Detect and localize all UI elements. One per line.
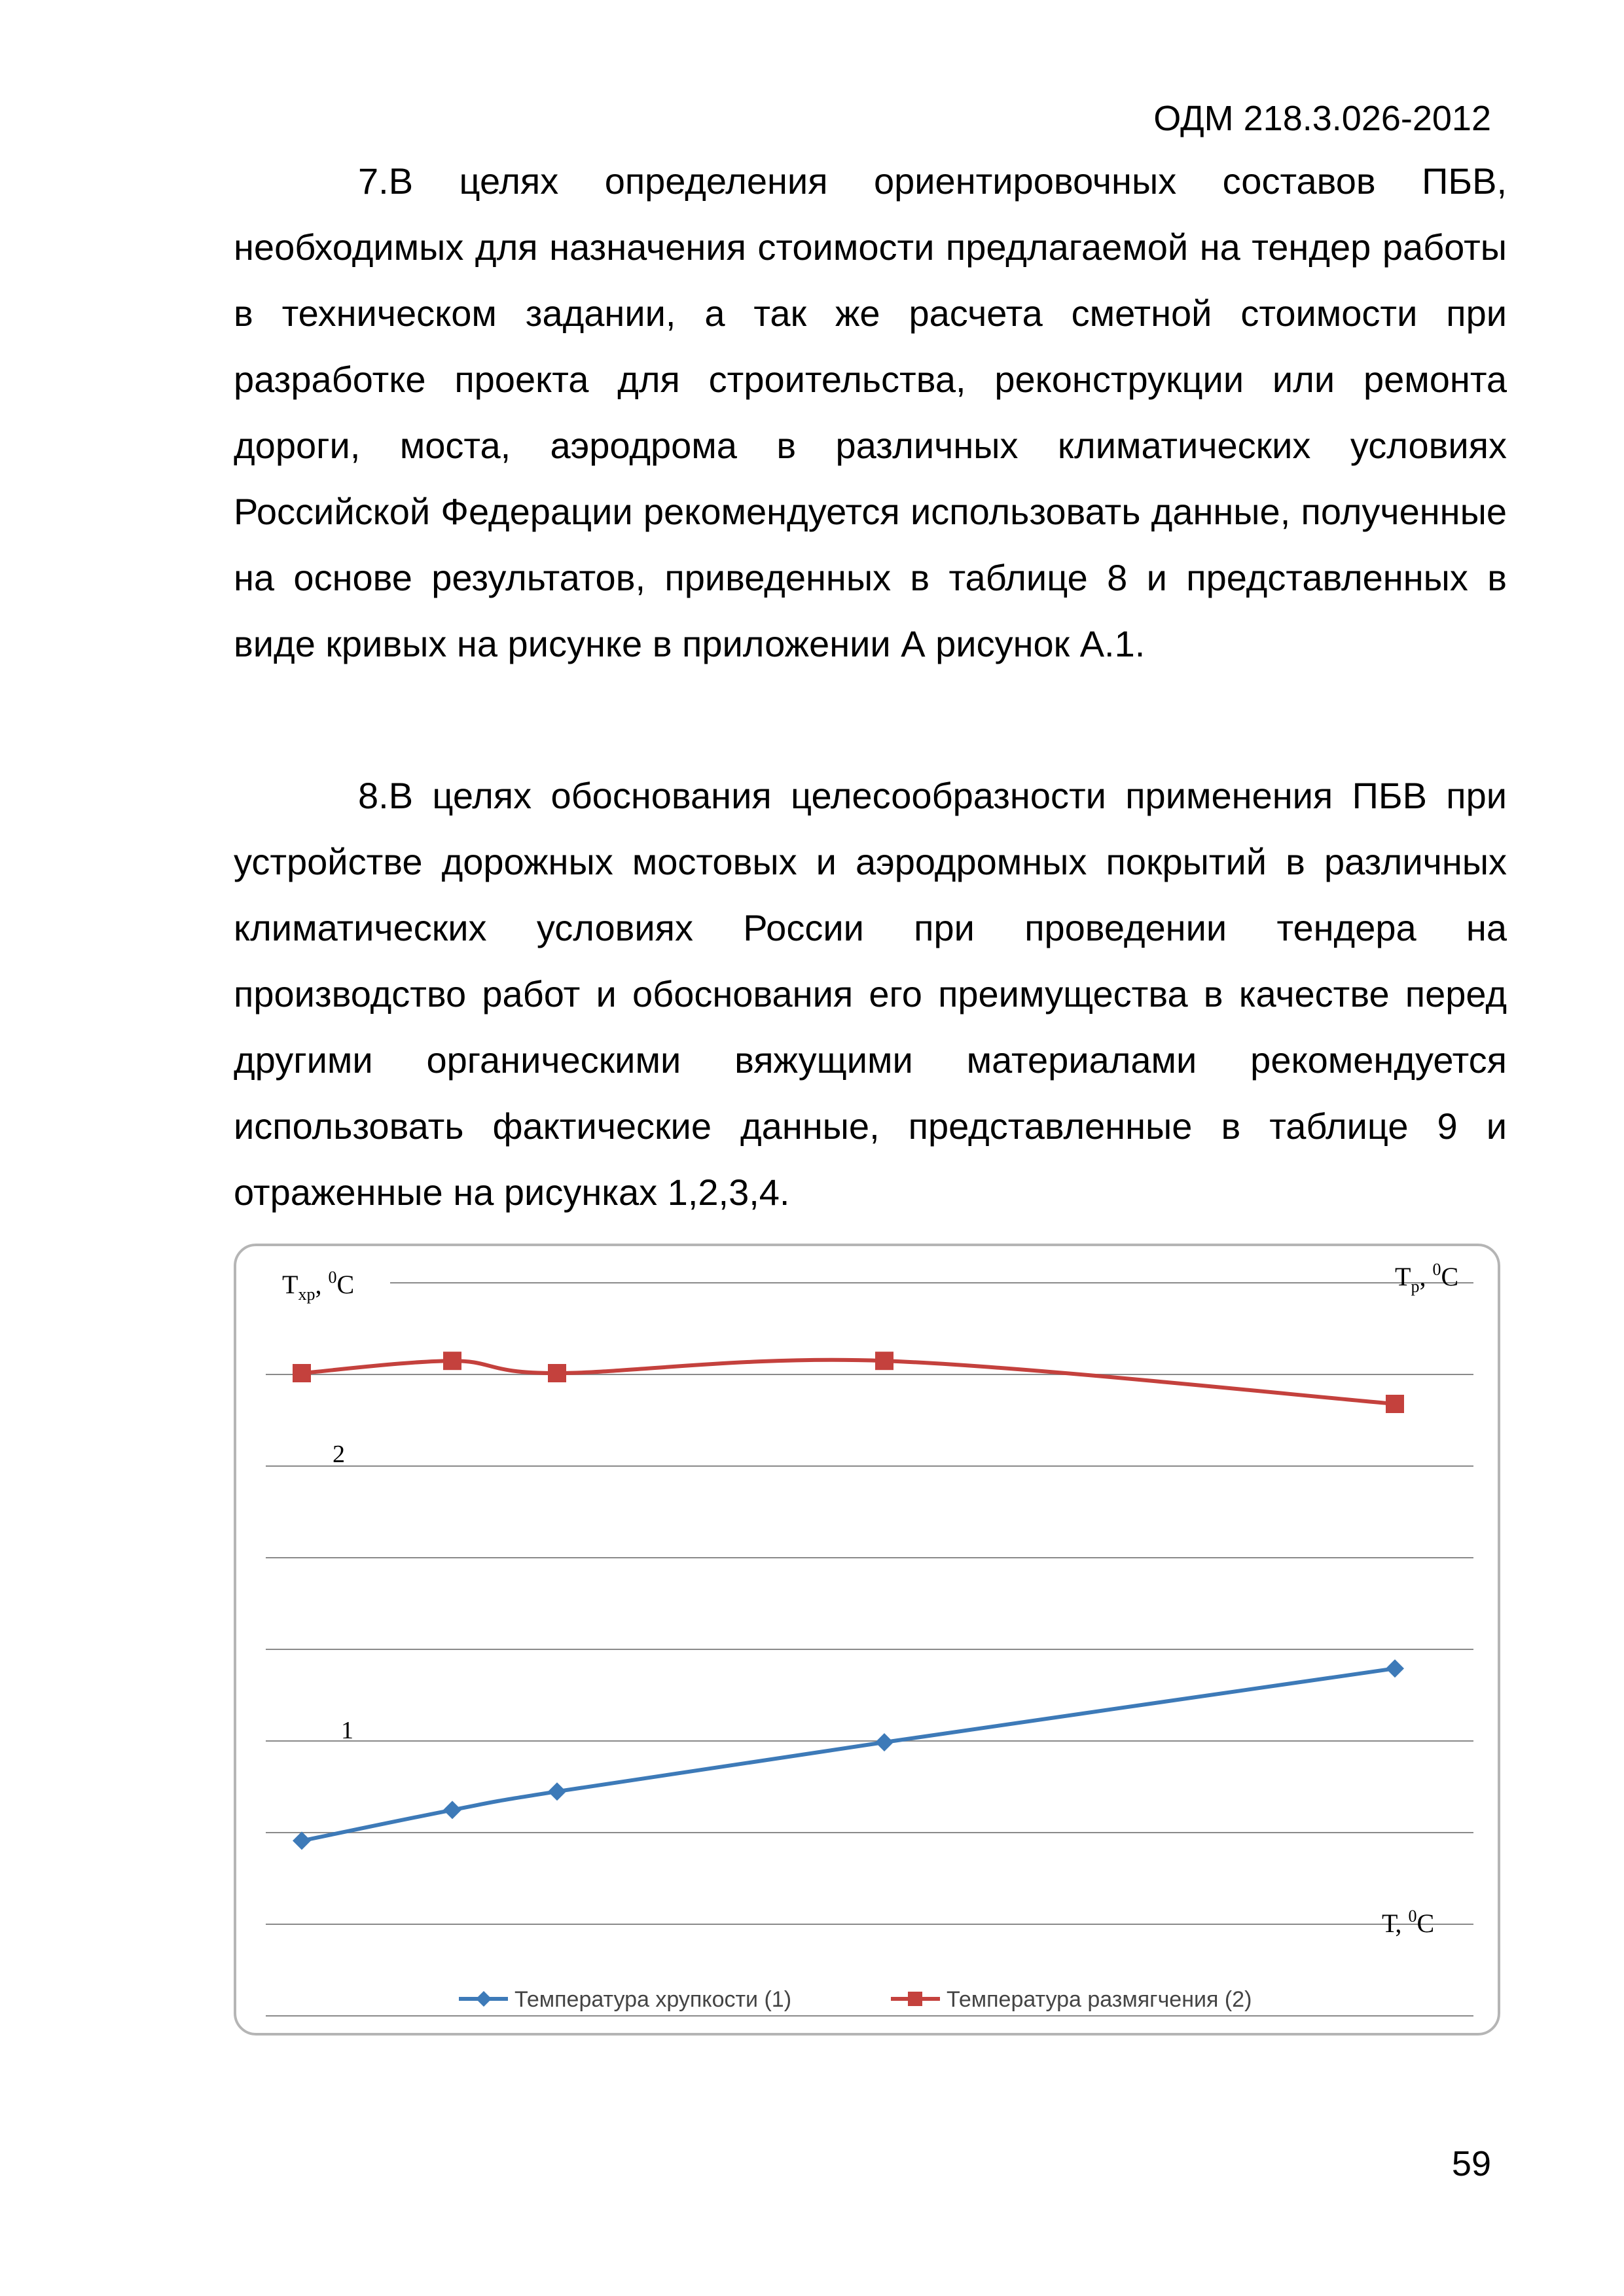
series-line-2	[302, 1360, 1395, 1404]
legend-label-2: Температура размягчения (2)	[947, 1987, 1252, 2012]
series-2-point-3	[548, 1364, 566, 1382]
series-2-point-1	[293, 1364, 311, 1382]
series-1-point-1	[293, 1831, 311, 1850]
x-axis-label: Т, $^0$С	[1382, 1907, 1435, 1938]
document-code: ОДМ 218.3.026-2012	[1153, 99, 1491, 138]
legend	[459, 1987, 1252, 2012]
right-axis-label: $Т_р$, $^0$С	[1395, 1260, 1459, 1296]
series-1-point-3	[548, 1782, 566, 1801]
series-line-1	[302, 1668, 1395, 1840]
legend-label-1: Температура хрупкости (1)	[514, 1987, 792, 2012]
paragraph-8: 8.В целях обоснования целесообразности применения ПБВ при устройстве дорожных мостовых и аэродромных покрытий в различных климатических условиях России при проведении тендера на производство работ и обоснования его преимущества в качестве перед другими органическими вяжущими материалами рекомендуется использовать фактические данные, представленные в таблице 9 и отраженные на рисунках 1,2,3,4.	[234, 775, 1507, 1213]
series-1-point-2	[443, 1801, 461, 1819]
paragraph-7: 7.В целях определения ориентировочных составов ПБВ, необходимых для назначения стоимости предлагаемой на тендер работы в техническом задании, а так же расчета сметной стоимости при разработке проекта для строительства, реконструкции или ремонта дороги, моста, аэродрома в различных климатических условиях Российской Федерации рекомендуется использовать данные, полученные на основе результатов, приведенных в таблице 8 и представленных в виде кривых на рисунке в приложении А рисунок А.1.	[234, 160, 1507, 664]
page-number: 59	[1451, 2144, 1491, 2183]
series-2-point-2	[443, 1352, 461, 1370]
series-1-point-4	[875, 1733, 893, 1751]
line-chart	[236, 1246, 1498, 2033]
legend-marker-1	[476, 1991, 492, 2007]
curve-label-2: 2	[333, 1441, 345, 1468]
series-layer	[293, 1352, 1404, 1850]
curve-label-1: 1	[341, 1717, 353, 1744]
left-axis-label: $Т_{хр}$, $^0$С	[282, 1268, 355, 1304]
series-2-point-5	[1386, 1395, 1404, 1413]
legend-marker-2	[908, 1992, 922, 2006]
series-2-point-4	[875, 1352, 893, 1370]
series-1-point-5	[1386, 1659, 1404, 1677]
chart-frame	[234, 1244, 1500, 2036]
